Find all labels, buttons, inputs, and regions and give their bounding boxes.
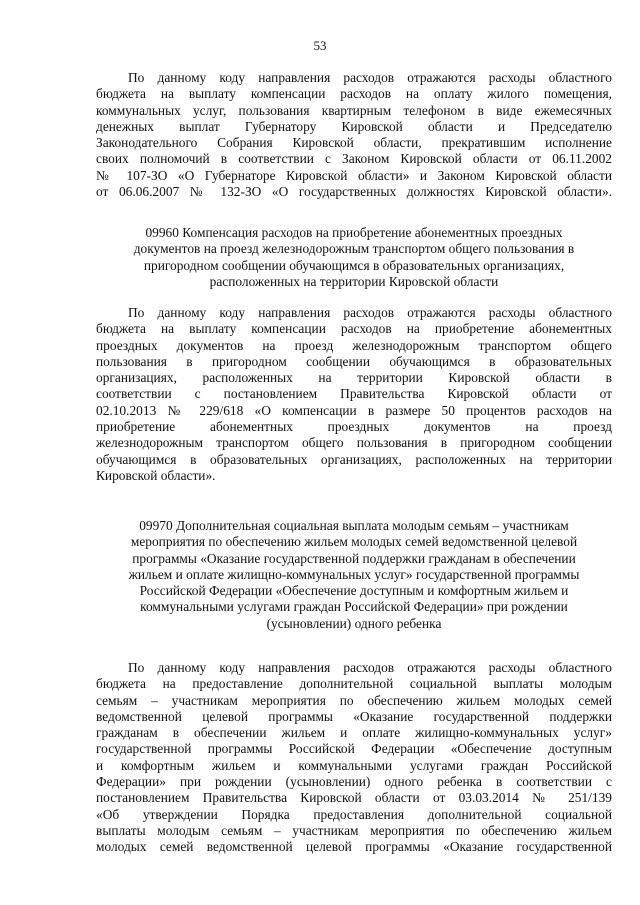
text-line: бюджета на выплату компенсации расходов на оплату жилого помещения, (96, 86, 612, 102)
text-line: По данному коду направления расходов отражаются расходы областного (128, 70, 612, 85)
text-line: бюджета на предоставление дополнительной социальной выплаты молодым (96, 676, 612, 692)
text-line: гражданам в обеспечении жильем и оплате жилищно-коммунальных услуг» (96, 725, 612, 741)
heading-line: расположенных на территории Кировской области (209, 273, 499, 289)
text-line: бюджета на выплату компенсации расходов на приобретение абонементных (96, 321, 612, 337)
text-line: государственной программы Российской Федерации «Обеспечение доступным (96, 741, 612, 757)
paragraph-young-family-payment (96, 660, 612, 856)
text-line: выплаты молодым семьям – участникам мероприятия по обеспечению жильем (96, 822, 612, 838)
text-line: постановлением Правительства Кировской области от 03.03.2014 № 251/139 (96, 790, 612, 806)
text-line: железнодорожным транспортом общего пользования в пригородном сообщении (96, 435, 612, 451)
text-line: По данному коду направления расходов отражаются расходы областного (128, 305, 612, 320)
text-line: семьям – участникам мероприятия по обеспечению жильем молодых семей (96, 692, 612, 708)
text-line: денежных выплат Губернатору Кировской области и Председателю (96, 118, 612, 134)
text-line: ведомственной целевой программы «Оказание государственной поддержки (96, 708, 612, 724)
heading-line: 09960 Компенсация расходов на приобретение абонементных проездных (145, 225, 563, 240)
text-line: и комфортным жильем и коммунальными услугами граждан Российской (96, 757, 612, 773)
heading-line: мероприятия по обеспечению жильем молодых семей ведомственной целевой (130, 534, 578, 550)
text-line: обучающимся в образовательных организациях, расположенных на территории (96, 451, 612, 467)
text-line: проездных документов на проезд железнодорожным транспортом общего (96, 337, 612, 353)
heading-line: (усыновлении) одного ребенка (266, 615, 442, 631)
section-heading-09960 (96, 225, 612, 290)
text-line: организациях, расположенных на территории Кировской области в (96, 370, 612, 386)
paragraph-governor-compensation (96, 70, 612, 200)
text-line: Федерации» при рождении (усыновлении) одного ребенка в соответствии с (96, 774, 612, 790)
text-line: приобретение абонементных проездных документов на проезд (96, 419, 612, 435)
text-line: Кировской области». (96, 467, 216, 483)
heading-line: пригородном сообщении обучающимся в образовательных организациях, (143, 257, 565, 273)
text-line: «Об утверждении Порядка предоставления дополнительной социальной (96, 806, 612, 822)
text-line: соответствии с постановлением Правительства Кировской области от (96, 386, 612, 402)
heading-line: 09970 Дополнительная социальная выплата молодым семьям – участникам (139, 518, 569, 533)
heading-line: коммунальными услугами граждан Российской Федерации» при рождении (140, 599, 568, 615)
paragraph-travel-compensation (96, 305, 612, 484)
heading-line: Российской Федерации «Обеспечение доступным и комфортным жильем и (139, 583, 569, 599)
heading-line: документов на проезд железнодорожным транспортом общего пользования в (133, 241, 575, 257)
text-line: коммунальных услуг, пользования квартирным телефоном в виде ежемесячных (96, 102, 612, 118)
text-line: 02.10.2013 № 229/618 «О компенсации в размере 50 процентов расходов на (96, 402, 612, 418)
text-line: своих полномочий в соответствии с Законом Кировской области от 06.11.2002 (96, 151, 612, 167)
heading-line: программы «Оказание государственной поддержки гражданам в обеспечении (132, 550, 576, 566)
text-line: № 107-ЗО «О Губернаторе Кировской области» и Законом Кировской области (96, 167, 612, 183)
text-line: Законодательного Собрания Кировской области, прекратившим исполнение (96, 135, 612, 151)
page-number: 53 (313, 38, 327, 53)
text-line: молодых семей ведомственной целевой программы «Оказание государственной (96, 839, 612, 855)
section-heading-09970 (96, 518, 612, 632)
text-line: от 06.06.2007 № 132-ЗО «О государственных должностях Кировской области». (96, 184, 612, 200)
heading-line: жильем и оплате жилищно-коммунальных услуг» государственной программы (128, 566, 580, 582)
text-line: пользования в пригородном сообщении обучающимся в образовательных (96, 353, 612, 369)
text-line: По данному коду направления расходов отражаются расходы областного (128, 660, 612, 675)
